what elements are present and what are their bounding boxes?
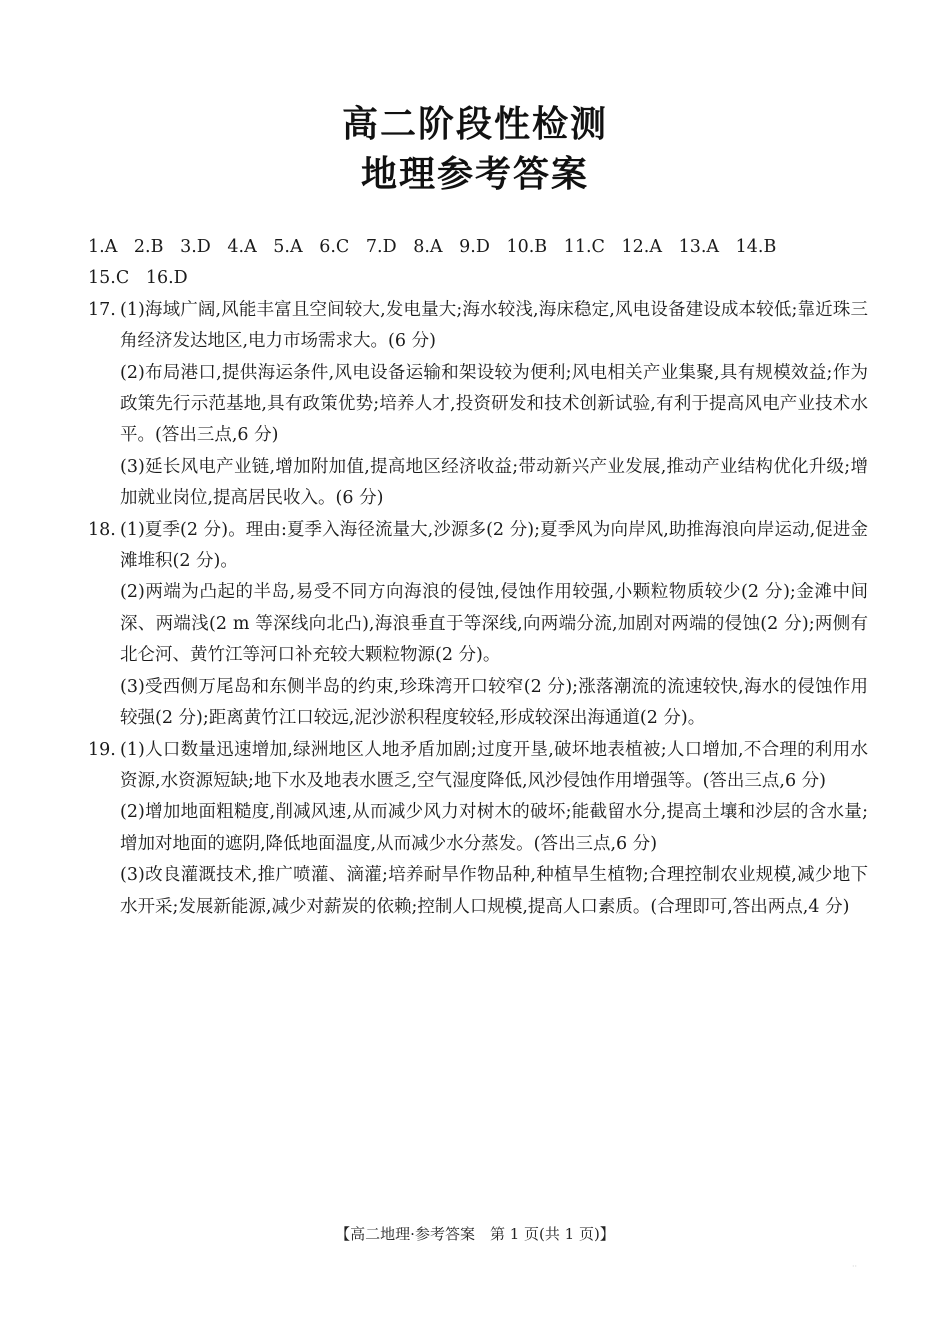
mc-answer: 7.D bbox=[365, 237, 397, 257]
question-part: (2)两端为凸起的半岛,易受不同方向海浪的侵蚀,侵蚀作用较强,小颗粒物质较少(2 分);金滩中间深、两端浅(2 m 等深线向北凸),海浪垂直于等深线,向两端分流,加剧对两端的侵蚀(2 分);两侧有北仑河、黄竹江等河口补充较大颗粒物源(2 分)。 bbox=[120, 582, 868, 666]
page-title: 高二阶段性检测 bbox=[341, 104, 608, 145]
mc-answer: 9.D bbox=[459, 237, 490, 257]
mc-answer: 5.A bbox=[273, 237, 303, 257]
question-part: (2)布局港口,提供海运条件,风电设备运输和架设较为便利;风电相关产业集聚,具有规模效益;作为政策先行示范基地,具有政策优势;培养人才,投资研发和技术创新试验,有利于提高风电产业技术水平。(答出三点,6 分) bbox=[120, 362, 868, 446]
page-subtitle: 地理参考答案 bbox=[360, 154, 589, 195]
mc-answers-row-1 bbox=[88, 232, 868, 263]
page-footer: 【高二地理·参考答案 第 1 页(共 1 页)】 bbox=[335, 1225, 615, 1243]
question-part: (3)受西侧万尾岛和东侧半岛的约束,珍珠湾开口较窄(2 分);涨落潮流的流速较快,海水的侵蚀作用较强(2 分);距离黄竹江口较远,泥沙淤积程度较轻,形成较深出海通道(2 分)。 bbox=[120, 676, 868, 729]
mc-answer: 4.A bbox=[227, 237, 257, 257]
question-part: (1)人口数量迅速增加,绿洲地区人地矛盾加剧;过度开垦,破坏地表植被;人口增加,不合理的利用水资源,水资源短缺;地下水及地表水匮乏,空气湿度降低,风沙侵蚀作用增强等。(答出三点,6 分) bbox=[120, 739, 868, 791]
mc-answer: 8.A bbox=[413, 237, 443, 257]
mc-answer: 3.D bbox=[180, 237, 211, 257]
question-17 bbox=[88, 295, 868, 515]
mc-answer: 15.C bbox=[88, 268, 130, 289]
question-18 bbox=[88, 515, 868, 735]
mc-answer: 6.C bbox=[319, 237, 350, 257]
mc-answer: 10.B bbox=[506, 237, 548, 257]
answer-content bbox=[88, 232, 868, 923]
question-part: (2)增加地面粗糙度,削减风速,从而减少风力对树木的破坏;能截留水分,提高土壤和沙层的含水量;增加对地面的遮阴,降低地面温度,从而减少水分蒸发。(答出三点,6 分) bbox=[120, 802, 868, 854]
mc-answer: 2.B bbox=[133, 237, 164, 257]
title-block bbox=[0, 100, 950, 200]
question-part: (3)改良灌溉技术,推广喷灌、滴灌;培养耐旱作物品种,种植旱生植物;合理控制农业规模,减少地下水开采;发展新能源,减少对薪炭的依赖;控制人口规模,提高人口素质。(合理即可,答出两点,4 分) bbox=[120, 865, 868, 917]
question-number: 19. bbox=[88, 739, 116, 760]
mc-answer: 1.A bbox=[88, 237, 118, 257]
mc-answer: 16.D bbox=[145, 268, 188, 289]
mc-answer: 11.C bbox=[563, 237, 605, 257]
question-number: 18. bbox=[88, 519, 116, 540]
question-19 bbox=[88, 735, 868, 923]
corner-mark: ·· bbox=[852, 1262, 858, 1271]
mc-answers-row-2 bbox=[88, 263, 868, 294]
mc-answer: 14.B bbox=[735, 237, 777, 257]
mc-answer: 12.A bbox=[621, 237, 662, 257]
question-number: 17. bbox=[88, 299, 116, 320]
mc-answer: 13.A bbox=[678, 237, 720, 257]
question-part: (3)延长风电产业链,增加附加值,提高地区经济收益;带动新兴产业发展,推动产业结构优化升级;增加就业岗位,提高居民收入。(6 分) bbox=[120, 456, 868, 509]
question-part: (1)海域广阔,风能丰富且空间较大,发电量大;海水较浅,海床稳定,风电设备建设成本较低;靠近珠三角经济发达地区,电力市场需求大。(6 分) bbox=[120, 299, 868, 352]
question-part: (1)夏季(2 分)。理由:夏季入海径流量大,沙源多(2 分);夏季风为向岸风,助推海浪向岸运动,促进金滩堆积(2 分)。 bbox=[120, 519, 868, 572]
